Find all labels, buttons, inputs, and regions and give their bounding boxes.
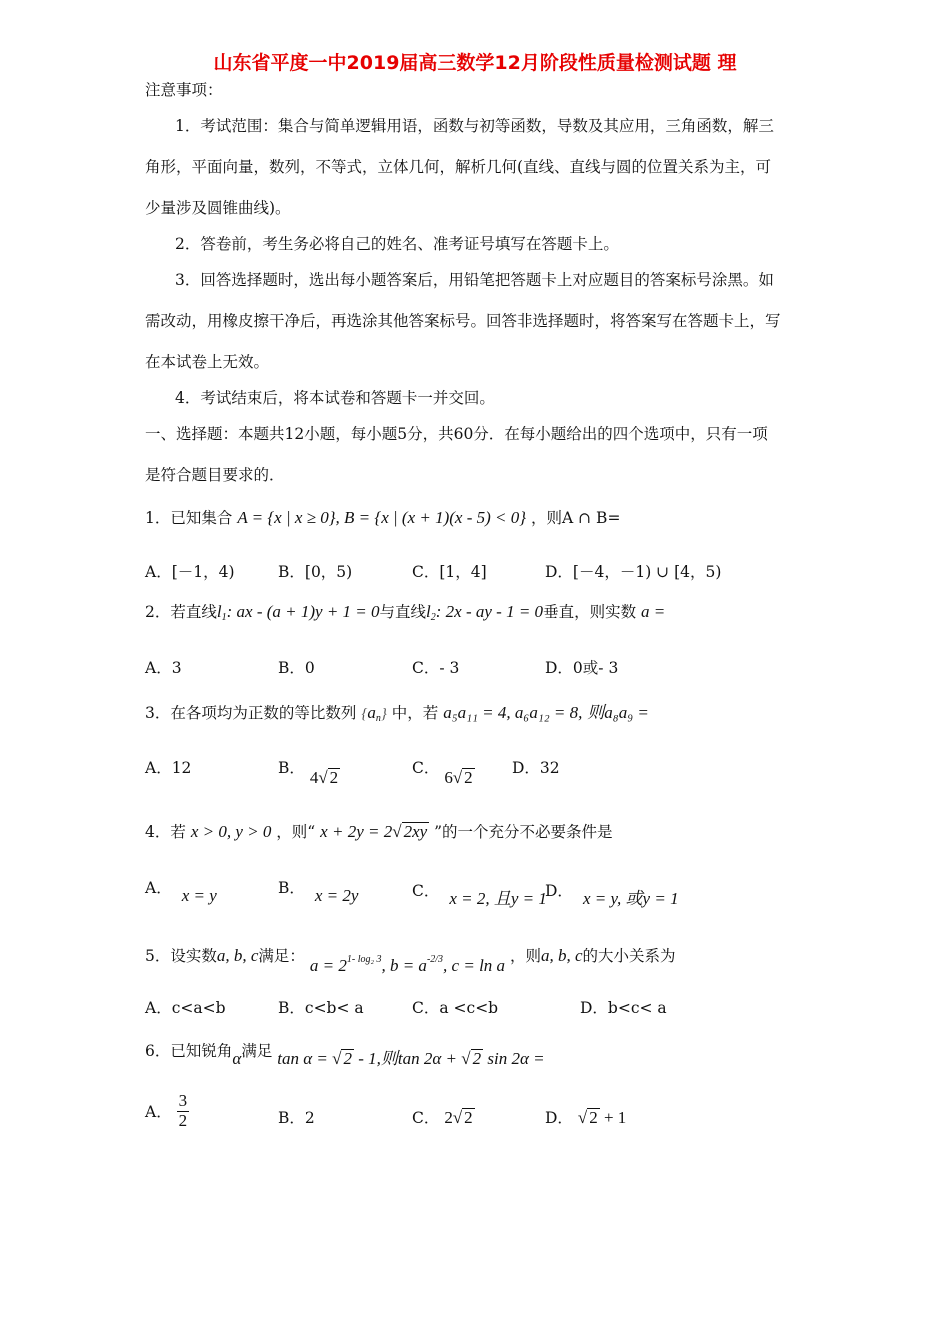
q5-mid: 满足：	[258, 947, 305, 965]
q1-option-a: A．[－1，4)	[145, 563, 235, 581]
q2-suffix: 垂直，则实数	[543, 603, 637, 621]
q6-option-d-radicand: 2	[589, 1108, 598, 1127]
q2-line1-eq: : ax - (a + 1)y + 1 = 0	[226, 602, 380, 621]
q4-equation-radicand: 2xy	[403, 822, 428, 841]
q4-option-a	[145, 876, 217, 905]
q2-line2-sub: 2	[430, 612, 436, 623]
q1-formula: A = {x | x ≥ 0}, B = {x | (x + 1)(x - 5) < 0}	[237, 508, 527, 527]
q3-option-b	[278, 756, 340, 787]
q4-option-d-expr: x = y, 或y = 1	[582, 889, 679, 908]
q1-option-c: C．[1，4]	[412, 563, 487, 581]
section1-line2: 是符合题目要求的．	[145, 466, 285, 484]
q4-option-c-label: C．	[412, 882, 440, 900]
q4-option-c-expr: x = 2, 且y = 1	[449, 889, 547, 908]
q4-option-b	[278, 876, 359, 905]
q3-condition: a₅a₁₁ = 4, a₆a₁₂ = 8,	[443, 703, 583, 722]
q3-option-b-label: B．	[278, 759, 305, 777]
q3-option-c-value: 6√ 2	[444, 768, 473, 787]
q3-seq-sub: n	[375, 713, 381, 724]
q5-suffix: ，则	[509, 947, 541, 965]
q2-prefix: 2．若直线	[145, 603, 217, 621]
q4-prefix: 4．若	[145, 823, 186, 841]
question-2	[145, 600, 665, 623]
q1-option-d: D．[－4，－1) ∪ [4，5)	[545, 563, 722, 581]
q2-option-d: D．0或- 3	[545, 659, 619, 677]
notice-item3-line3: 在本试卷上无效。	[145, 353, 270, 371]
q6-option-c-radicand: 2	[464, 1108, 473, 1127]
q3-option-b-radicand: 2	[329, 768, 339, 787]
q6-option-a-numerator: 3	[178, 1091, 188, 1110]
q2-option-c: C．- 3	[412, 659, 460, 677]
q6-option-a-fraction	[177, 1092, 190, 1130]
q6-option-c-value: 2√ 2	[444, 1108, 473, 1127]
question-3: 3．在各项均为正数的等比数列 $\{a_n\}$ 中，若 a₅a₁₁ = 4, a₆a₁₂ = 8, 则a₈a₉ =	[145, 703, 649, 724]
q6-formula-part1: tan α =	[277, 1049, 333, 1068]
q3-option-c-radicand: 2	[464, 768, 473, 787]
q6-formula-radicand2: 2	[472, 1049, 482, 1068]
q2-line1-name: l	[216, 602, 222, 621]
q1-prefix: 1．已知集合	[145, 509, 233, 527]
q4-equation-left: x + 2y = 2	[320, 822, 393, 841]
q3-prefix: 3．在各项均为正数的等比数列	[145, 704, 357, 722]
q3-option-b-coef: 4	[309, 768, 319, 787]
q5-b-part: , b = a	[381, 956, 427, 975]
q2-tail: a =	[641, 602, 666, 621]
q5-formula	[310, 956, 505, 975]
q2-option-a: A．3	[145, 659, 182, 677]
q2-option-b: B．0	[278, 659, 315, 677]
q5-option-c: C．a <c<b	[412, 999, 499, 1017]
q3-option-d: D．32	[512, 759, 560, 777]
notice-item3-line2: 需改动，用橡皮擦干净后，再选涂其他答案标号。回答非选择题时，将答案写在答题卡上，写	[145, 312, 781, 330]
q6-alpha: α	[232, 1049, 242, 1068]
question-6	[145, 1036, 545, 1068]
q3-option-a: A．12	[145, 759, 192, 777]
q5-a-exponent: 1- log₂ 3	[346, 954, 382, 965]
q4-option-b-expr: x = 2y	[314, 886, 359, 905]
q6-formula-part3: sin 2α =	[483, 1049, 545, 1068]
q6-option-a	[145, 1092, 189, 1130]
q3-option-c-label: C．	[412, 759, 440, 777]
notice-item1-line3: 少量涉及圆锥曲线)。	[145, 199, 291, 217]
section1-line1: 一、选择题：本题共12小题，每小题5分，共60分．在每小题给出的四个选项中，只有一项	[145, 425, 768, 443]
q6-option-a-label: A．	[145, 1103, 172, 1122]
q3-option-c	[412, 756, 475, 787]
notice-item1-line2: 角形，平面向量，数列，不等式，立体几何，解析几何(直线、直线与圆的位置关系为主，可	[145, 158, 772, 176]
notice-item4: 4．考试结束后，将本试卷和答题卡一并交回。	[175, 389, 495, 407]
q5-c-part: , c = ln a	[443, 956, 506, 975]
q5-b-exponent: -2/3	[426, 954, 444, 965]
q5-a-base: a = 2	[309, 956, 347, 975]
q4-condition: x > 0, y > 0	[190, 822, 272, 841]
q4-option-d-label: D．	[545, 882, 573, 900]
q4-option-b-label: B．	[278, 879, 305, 897]
q3-option-c-coef: 6	[444, 768, 453, 787]
q6-formula: tan α = √ 2 - 1,则tan 2α + √ 2 sin 2α =	[277, 1049, 545, 1068]
q2-line2-name: l	[426, 602, 431, 621]
q6-option-d-label: D．	[545, 1109, 573, 1127]
q6-option-c-label: C．	[412, 1109, 440, 1127]
q2-line1-sub: 1	[221, 612, 227, 623]
q2-line2-eq: : 2x - ay - 1 = 0	[435, 602, 544, 621]
q6-option-d	[545, 1106, 626, 1128]
question-1	[145, 506, 620, 528]
q5-suffix-end: 的大小关系为	[582, 947, 676, 965]
q6-option-c	[412, 1106, 475, 1128]
q3-ask: 则a₈a₉ =	[587, 703, 649, 722]
q6-formula-part2: - 1,则tan 2α +	[353, 1049, 462, 1068]
page-title: 山东省平度一中2019届高三数学12月阶段性质量检测试题 理	[213, 52, 737, 74]
q6-option-d-tail: + 1	[599, 1108, 627, 1127]
q4-mid: ，则“	[276, 823, 316, 841]
notice-item2: 2．答卷前，考生务必将自己的姓名、准考证号填写在答题卡上。	[175, 235, 619, 253]
q4-option-a-expr: x = y	[181, 886, 217, 905]
q4-option-a-label: A．	[145, 879, 172, 897]
q1-suffix: ，则A ∩ B=	[531, 509, 621, 527]
q4-equation: x + 2y = 2√ 2xy	[320, 822, 428, 841]
q6-option-c-coef: 2	[444, 1108, 453, 1127]
q1-option-b: B．[0，5)	[278, 563, 353, 581]
q5-suffix-vars: a, b, c	[541, 946, 583, 965]
question-5	[145, 944, 676, 975]
q6-option-a-denominator: 2	[178, 1110, 188, 1130]
q5-option-a: A．c<a<b	[145, 999, 226, 1017]
q6-option-d-value: √ 2 + 1	[577, 1108, 627, 1127]
q2-mid: 与直线	[379, 603, 427, 621]
q3-mid: 中，若	[391, 704, 439, 722]
q4-option-d	[545, 876, 679, 908]
q3-option-b-value: 4√ 2	[309, 768, 339, 787]
q4-suffix: ”的一个充分不必要条件是	[434, 823, 613, 841]
q5-option-d: D．b<c< a	[580, 999, 667, 1017]
q4-option-c	[412, 876, 547, 908]
notice-item3-line1: 3．回答选择题时，选出每小题答案后，用铅笔把答题卡上对应题目的答案标号涂黑。如	[175, 271, 774, 289]
q6-mid: 满足	[241, 1042, 273, 1060]
notice-item1-line1: 1．考试范围：集合与简单逻辑用语，函数与初等函数，导数及其应用，三角函数，解三	[175, 117, 774, 135]
q5-vars: a, b, c	[216, 946, 259, 965]
q5-prefix: 5．设实数	[145, 947, 217, 965]
question-4	[145, 820, 613, 842]
q6-formula-radicand1: 2	[343, 1049, 352, 1068]
q6-option-b: B．2	[278, 1109, 315, 1127]
q6-prefix: 6．已知锐角	[145, 1042, 233, 1060]
q5-option-b: B．c<b< a	[278, 999, 364, 1017]
q3-seq: a	[367, 703, 376, 722]
notice-heading: 注意事项：	[145, 81, 223, 99]
